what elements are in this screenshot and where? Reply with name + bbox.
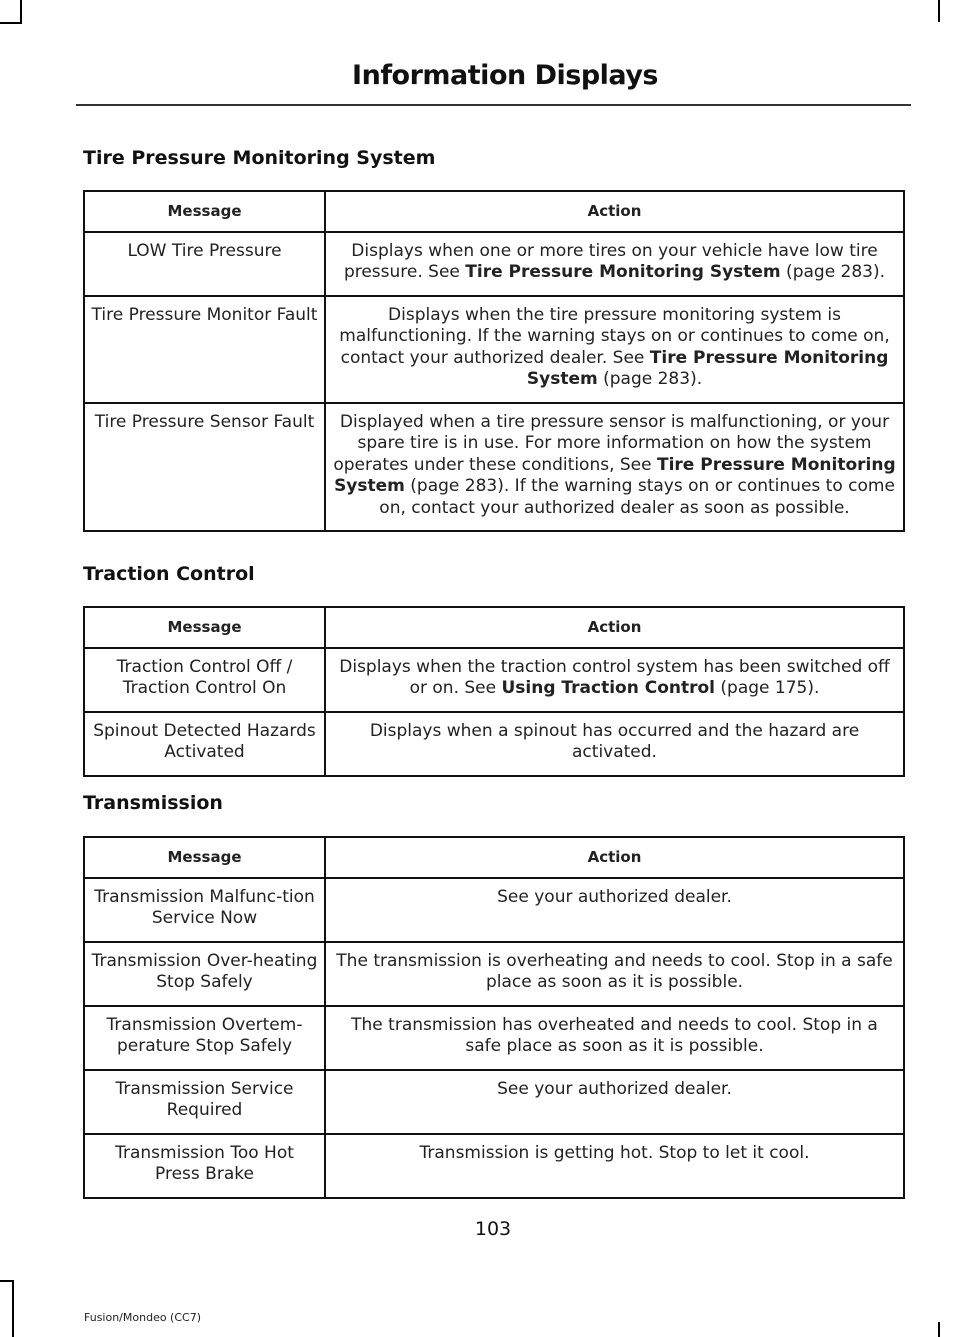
transmission-message-table bbox=[83, 836, 905, 1199]
section-title-transmission: Transmission bbox=[83, 792, 223, 814]
action-text: (page 283). bbox=[780, 262, 886, 282]
page-title: Information Displays bbox=[352, 60, 658, 91]
table-row bbox=[84, 232, 904, 296]
message-cell: Spinout Detected Hazards Activated bbox=[84, 712, 325, 776]
action-text: (page 283). bbox=[597, 369, 703, 389]
column-header-action: Action bbox=[325, 607, 904, 648]
action-text: Displays when the traction control system has been switched off or on. See bbox=[339, 656, 890, 698]
action-text: See your authorized dealer. bbox=[497, 1078, 732, 1099]
message-cell: Transmission Too Hot Press Brake bbox=[84, 1134, 325, 1198]
action-cell bbox=[325, 232, 904, 296]
crop-mark bbox=[938, 1322, 940, 1337]
table-header-row bbox=[84, 191, 904, 232]
action-text: (page 175). bbox=[715, 678, 820, 698]
cross-reference: Tire Pressure Monitoring System bbox=[334, 454, 896, 496]
crop-mark bbox=[938, 0, 940, 22]
table-row bbox=[84, 296, 904, 403]
action-cell bbox=[325, 1070, 904, 1134]
action-text: Transmission is getting hot. Stop to let it cool. bbox=[419, 1142, 810, 1163]
column-header-message: Message bbox=[84, 607, 325, 648]
tpms-message-table bbox=[83, 190, 905, 532]
action-cell bbox=[325, 1006, 904, 1070]
cross-reference: Tire Pressure Monitoring System bbox=[526, 347, 889, 389]
message-cell: Tire Pressure Monitor Fault bbox=[84, 296, 325, 403]
crop-mark bbox=[0, 22, 22, 24]
column-header-message: Message bbox=[84, 837, 325, 878]
table-row bbox=[84, 648, 904, 712]
table-header-row bbox=[84, 607, 904, 648]
message-cell: LOW Tire Pressure bbox=[84, 232, 325, 296]
action-cell bbox=[325, 296, 904, 403]
action-text: (page 283). If the warning stays on or continues to come on, contact your authorized dealer as soon as possible. bbox=[379, 476, 895, 518]
crop-mark bbox=[20, 0, 22, 24]
action-text: The transmission is overheating and needs to cool. Stop in a safe place as soon as it is possible. bbox=[336, 950, 893, 992]
table-row bbox=[84, 942, 904, 1006]
table-row bbox=[84, 1134, 904, 1198]
column-header-message: Message bbox=[84, 191, 325, 232]
table-row bbox=[84, 878, 904, 942]
action-text: The transmission has overheated and needs to cool. Stop in a safe place as soon as it is possible. bbox=[351, 1014, 878, 1056]
table-row bbox=[84, 712, 904, 776]
message-cell: Traction Control Off / Traction Control On bbox=[84, 648, 325, 712]
action-text: Displays when one or more tires on your vehicle have low tire pressure. See bbox=[343, 240, 878, 282]
header-divider bbox=[76, 104, 911, 106]
table-row bbox=[84, 1070, 904, 1134]
crop-mark bbox=[12, 1280, 14, 1337]
message-cell: Transmission Over-heating Stop Safely bbox=[84, 942, 325, 1006]
section-title-traction-control: Traction Control bbox=[83, 563, 255, 585]
action-cell bbox=[325, 403, 904, 532]
table-row bbox=[84, 403, 904, 532]
column-header-action: Action bbox=[325, 837, 904, 878]
message-cell: Transmission Service Required bbox=[84, 1070, 325, 1134]
cross-reference: Using Traction Control bbox=[501, 678, 716, 698]
action-cell bbox=[325, 942, 904, 1006]
action-text: Displayed when a tire pressure sensor is malfunctioning, or your spare tire is in use. For more information on how the system operates under these conditions, See bbox=[333, 411, 890, 475]
column-header-action: Action bbox=[325, 191, 904, 232]
action-text: Displays when a spinout has occurred and the hazard are activated. bbox=[369, 720, 860, 762]
message-cell: Tire Pressure Sensor Fault bbox=[84, 403, 325, 532]
action-text: Displays when the tire pressure monitoring system is malfunctioning. If the warning stays on or continues to come on, contact your authorized dealer. See bbox=[339, 304, 890, 368]
footer-model: Fusion/Mondeo (CC7) bbox=[84, 1311, 202, 1324]
table-header-row bbox=[84, 837, 904, 878]
action-cell bbox=[325, 712, 904, 776]
section-title-tpms: Tire Pressure Monitoring System bbox=[83, 147, 436, 169]
action-text: See your authorized dealer. bbox=[497, 886, 732, 907]
message-cell: Transmission Overtem-perature Stop Safely bbox=[84, 1006, 325, 1070]
action-cell bbox=[325, 648, 904, 712]
traction-message-table bbox=[83, 606, 905, 777]
cross-reference: Tire Pressure Monitoring System bbox=[465, 262, 781, 282]
message-cell: Transmission Malfunc-tion Service Now bbox=[84, 878, 325, 942]
table-row bbox=[84, 1006, 904, 1070]
page-number: 103 bbox=[474, 1218, 512, 1240]
action-cell bbox=[325, 1134, 904, 1198]
action-cell bbox=[325, 878, 904, 942]
